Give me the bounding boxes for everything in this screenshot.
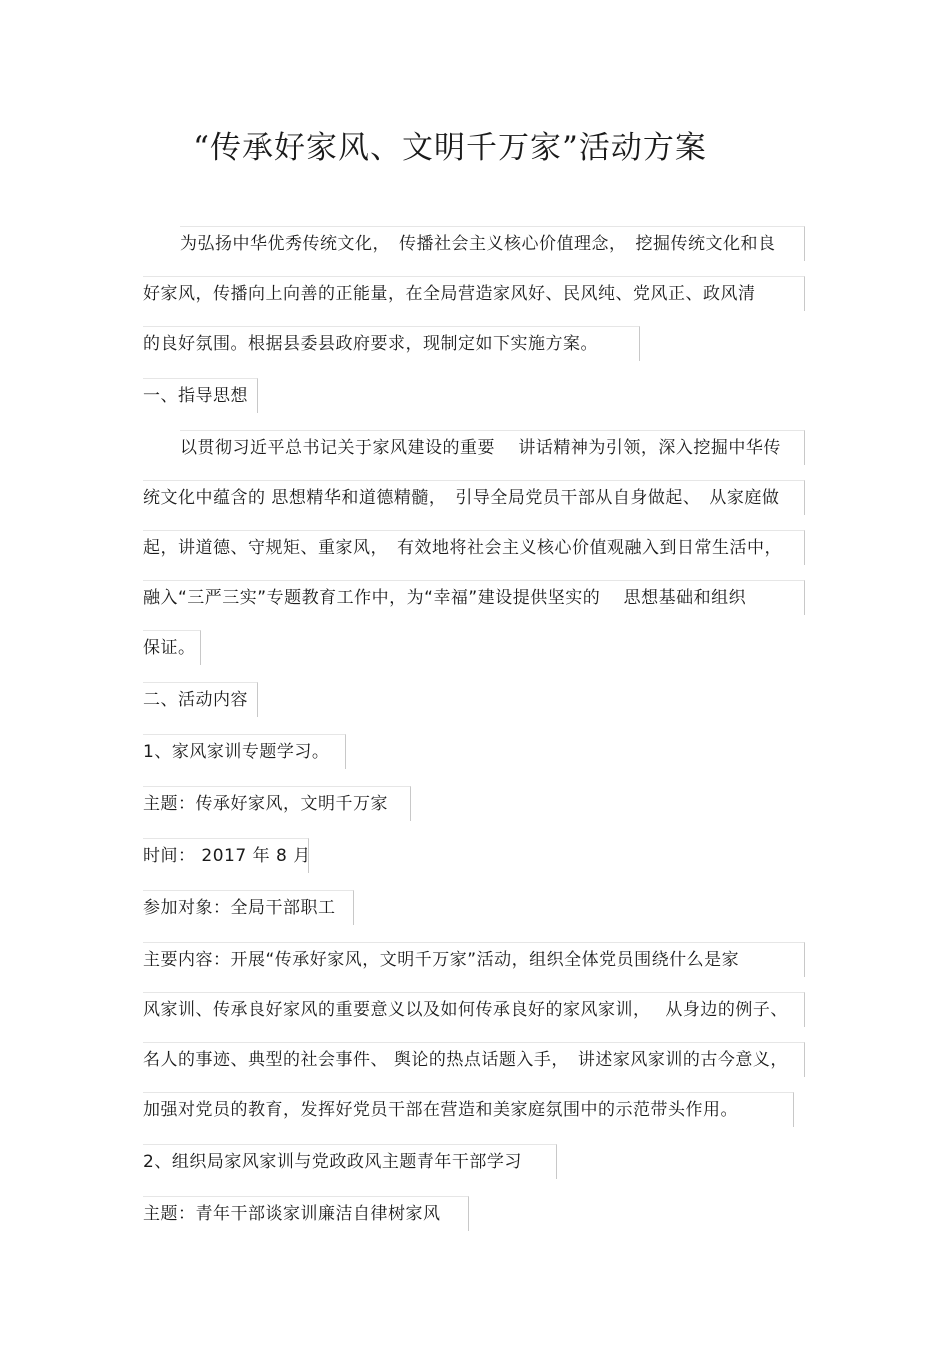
item-1-content-line-2: 风家训、传承良好家风的重要意义以及如何传承良好的家风家训， 从身边的例子、 — [143, 992, 805, 1027]
item-1-time: 时间： 2017 年 8 月 — [143, 838, 309, 873]
document-title: “传承好家风、文明千万家”活动方案 — [193, 130, 707, 166]
guideline-line-5: 保证。 — [143, 630, 201, 665]
item-1-content-line-4: 加强对党员的教育，发挥好党员干部在营造和美家庭氛围中的示范带头作用。 — [143, 1092, 794, 1127]
section-heading-1: 一、指导思想 — [143, 378, 258, 413]
item-1-content-line-1: 主要内容：开展“传承好家风，文明千万家”活动，组织全体党员围绕什么是家 — [143, 942, 805, 977]
guideline-line-2: 统文化中蕴含的 思想精华和道德精髓， 引导全局党员干部从自身做起、 从家庭做 — [143, 480, 805, 515]
item-1-heading: 1、家风家训专题学习。 — [143, 734, 346, 769]
intro-line-2: 好家风，传播向上向善的正能量，在全局营造家风好、民风纯、党风正、政风清 — [143, 276, 805, 311]
intro-line-3: 的良好氛围。根据县委县政府要求，现制定如下实施方案。 — [143, 326, 640, 361]
guideline-line-1: 以贯彻习近平总书记关于家风建设的重要 讲话精神为引领，深入挖掘中华传 — [180, 430, 805, 465]
item-1-theme: 主题：传承好家风，文明千万家 — [143, 786, 411, 821]
item-2-heading: 2、组织局家风家训与党政政风主题青年干部学习 — [143, 1144, 557, 1179]
guideline-line-4: 融入“三严三实”专题教育工作中，为“幸福”建设提供坚实的 思想基础和组织 — [143, 580, 805, 615]
item-1-content-line-3: 名人的事迹、典型的社会事件、 舆论的热点话题入手， 讲述家风家训的古今意义， — [143, 1042, 805, 1077]
section-heading-2: 二、活动内容 — [143, 682, 258, 717]
intro-line-1: 为弘扬中华优秀传统文化， 传播社会主义核心价值理念， 挖掘传统文化和良 — [180, 226, 805, 261]
item-2-theme: 主题：青年干部谈家训廉洁自律树家风 — [143, 1196, 469, 1231]
guideline-line-3: 起，讲道德、守规矩、重家风， 有效地将社会主义核心价值观融入到日常生活中， — [143, 530, 805, 565]
item-1-participants: 参加对象：全局干部职工 — [143, 890, 354, 925]
